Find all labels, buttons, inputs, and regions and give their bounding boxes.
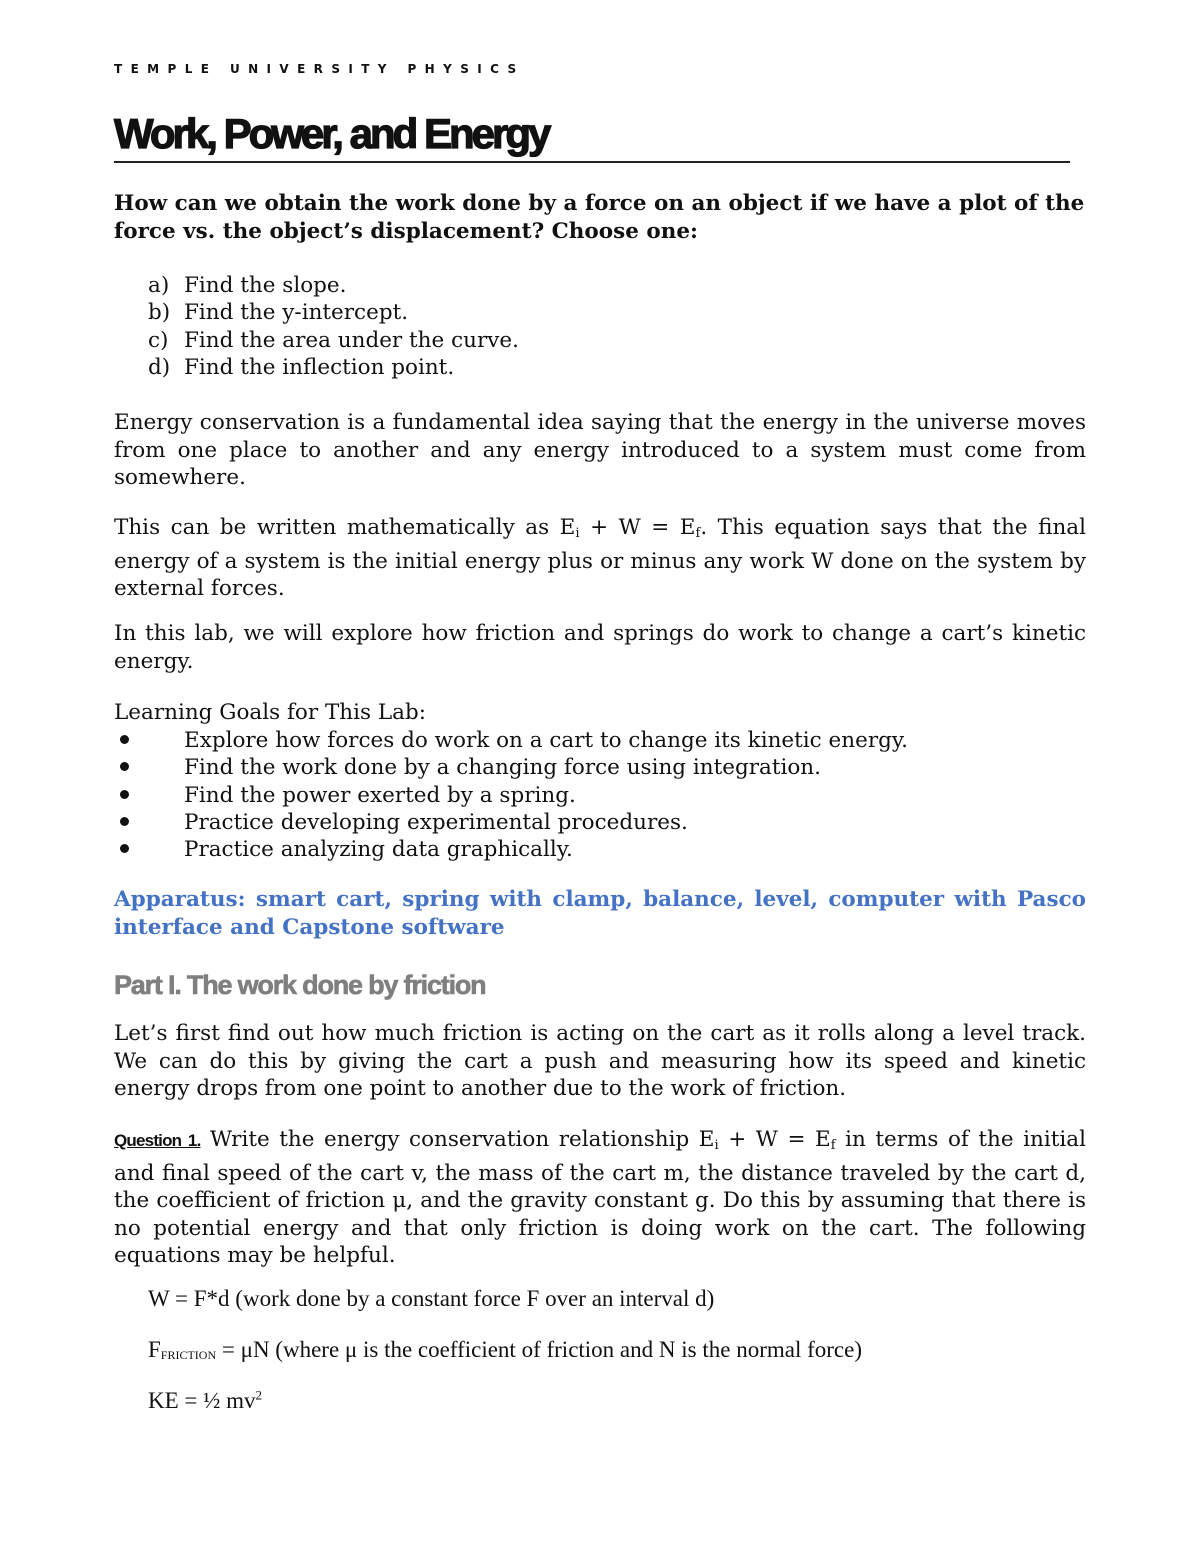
bullet-icon (114, 782, 184, 809)
text-run: This can be written mathematically as E (114, 515, 576, 540)
running-header: TEMPLE UNIVERSITY PHYSICS (114, 62, 525, 76)
goals-list (114, 727, 1086, 863)
text-run: Write the energy conservation relationship E (200, 1127, 715, 1152)
apparatus-text: Apparatus: smart cart, spring with clamp, balance, level, computer with Pasco interface and Capstone software (114, 887, 1086, 940)
goals-title: Learning Goals for This Lab: (114, 700, 426, 725)
equation-friction (148, 1337, 862, 1363)
subscript: f (830, 1138, 836, 1153)
goal-item (114, 727, 1086, 754)
paragraph-conservation: Energy conservation is a fundamental idea saying that the energy in the universe moves from one place to another and any energy introduced to a system must come from somewhere. (114, 410, 1086, 490)
subscript: FRICTION (160, 1348, 217, 1362)
option-letter: c) (148, 327, 169, 353)
subscript: i (575, 526, 580, 541)
question-1 (114, 1126, 1086, 1270)
text-run: in terms of the initial and final speed of the cart v, the mass of the cart m, the distance traveled by the cart d, the coefficient of friction μ, and the gravity constant g. Do this by assuming that there is no potential energy and that only friction is doing work on the cart. The following equations may be helpful. (114, 1127, 1086, 1268)
goal-item (114, 754, 1086, 781)
subscript: f (695, 526, 701, 541)
goal-text: Explore how forces do work on a cart to change its kinetic energy. (184, 728, 908, 753)
option-letter: b) (148, 300, 171, 326)
bullet-icon (114, 754, 184, 781)
bullet-icon (114, 836, 184, 863)
subscript: i (714, 1138, 719, 1153)
goal-item (114, 836, 1086, 863)
page-title: Work, Power, and Energy (114, 108, 1070, 163)
text-run: + W = E (718, 1127, 831, 1152)
equation-kinetic-energy (148, 1388, 262, 1414)
bullet-icon (114, 809, 184, 836)
option-letter: a) (148, 273, 170, 298)
option-item (148, 354, 519, 381)
goal-text: Find the power exerted by a spring. (184, 782, 576, 808)
option-item (148, 327, 519, 354)
option-text: Find the slope. (184, 273, 347, 298)
option-text: Find the inflection point. (184, 354, 455, 380)
paragraph-math (114, 514, 1086, 603)
question-intro: How can we obtain the work done by a force on an object if we have a plot of the force vs. the object’s displacement? Choose one: (114, 191, 1085, 244)
question-label: Question 1. (114, 1131, 201, 1150)
paragraph-lab: In this lab, we will explore how friction and springs do work to change a cart’s kinetic energy. (114, 621, 1086, 674)
text-run: KE = ½ mv (148, 1388, 256, 1413)
text-run: F (148, 1337, 161, 1362)
text-run: = μN (where μ is the coefficient of friction and N is the normal force) (216, 1337, 862, 1362)
goal-item (114, 782, 1086, 809)
option-item (148, 272, 519, 299)
option-letter: d) (148, 354, 171, 380)
goal-text: Practice developing experimental procedures. (184, 809, 688, 835)
bullet-icon (114, 727, 184, 754)
option-text: Find the area under the curve. (184, 327, 519, 353)
equation-work: W = F*d (work done by a constant force F over an interval d) (148, 1286, 715, 1311)
text-run: . This equation says that the final energy of a system is the initial energy plus or minus any work W done on the system by external forces. (114, 515, 1086, 601)
option-text: Find the y-intercept. (184, 300, 409, 326)
goal-item (114, 809, 1086, 836)
text-run: + W = E (579, 515, 696, 540)
goal-text: Find the work done by a changing force using integration. (184, 755, 821, 781)
superscript: 2 (255, 1387, 263, 1403)
paragraph-part1-intro: Let’s first find out how much friction is acting on the cart as it rolls along a level track. We can do this by giving the cart a push and measuring how its speed and kinetic energy drops from one point to another due to the work of friction. (114, 1021, 1086, 1101)
options-list (148, 272, 519, 381)
option-item (148, 299, 519, 326)
goal-text: Practice analyzing data graphically. (184, 837, 573, 863)
section-heading: Part I. The work done by friction (114, 970, 486, 1000)
